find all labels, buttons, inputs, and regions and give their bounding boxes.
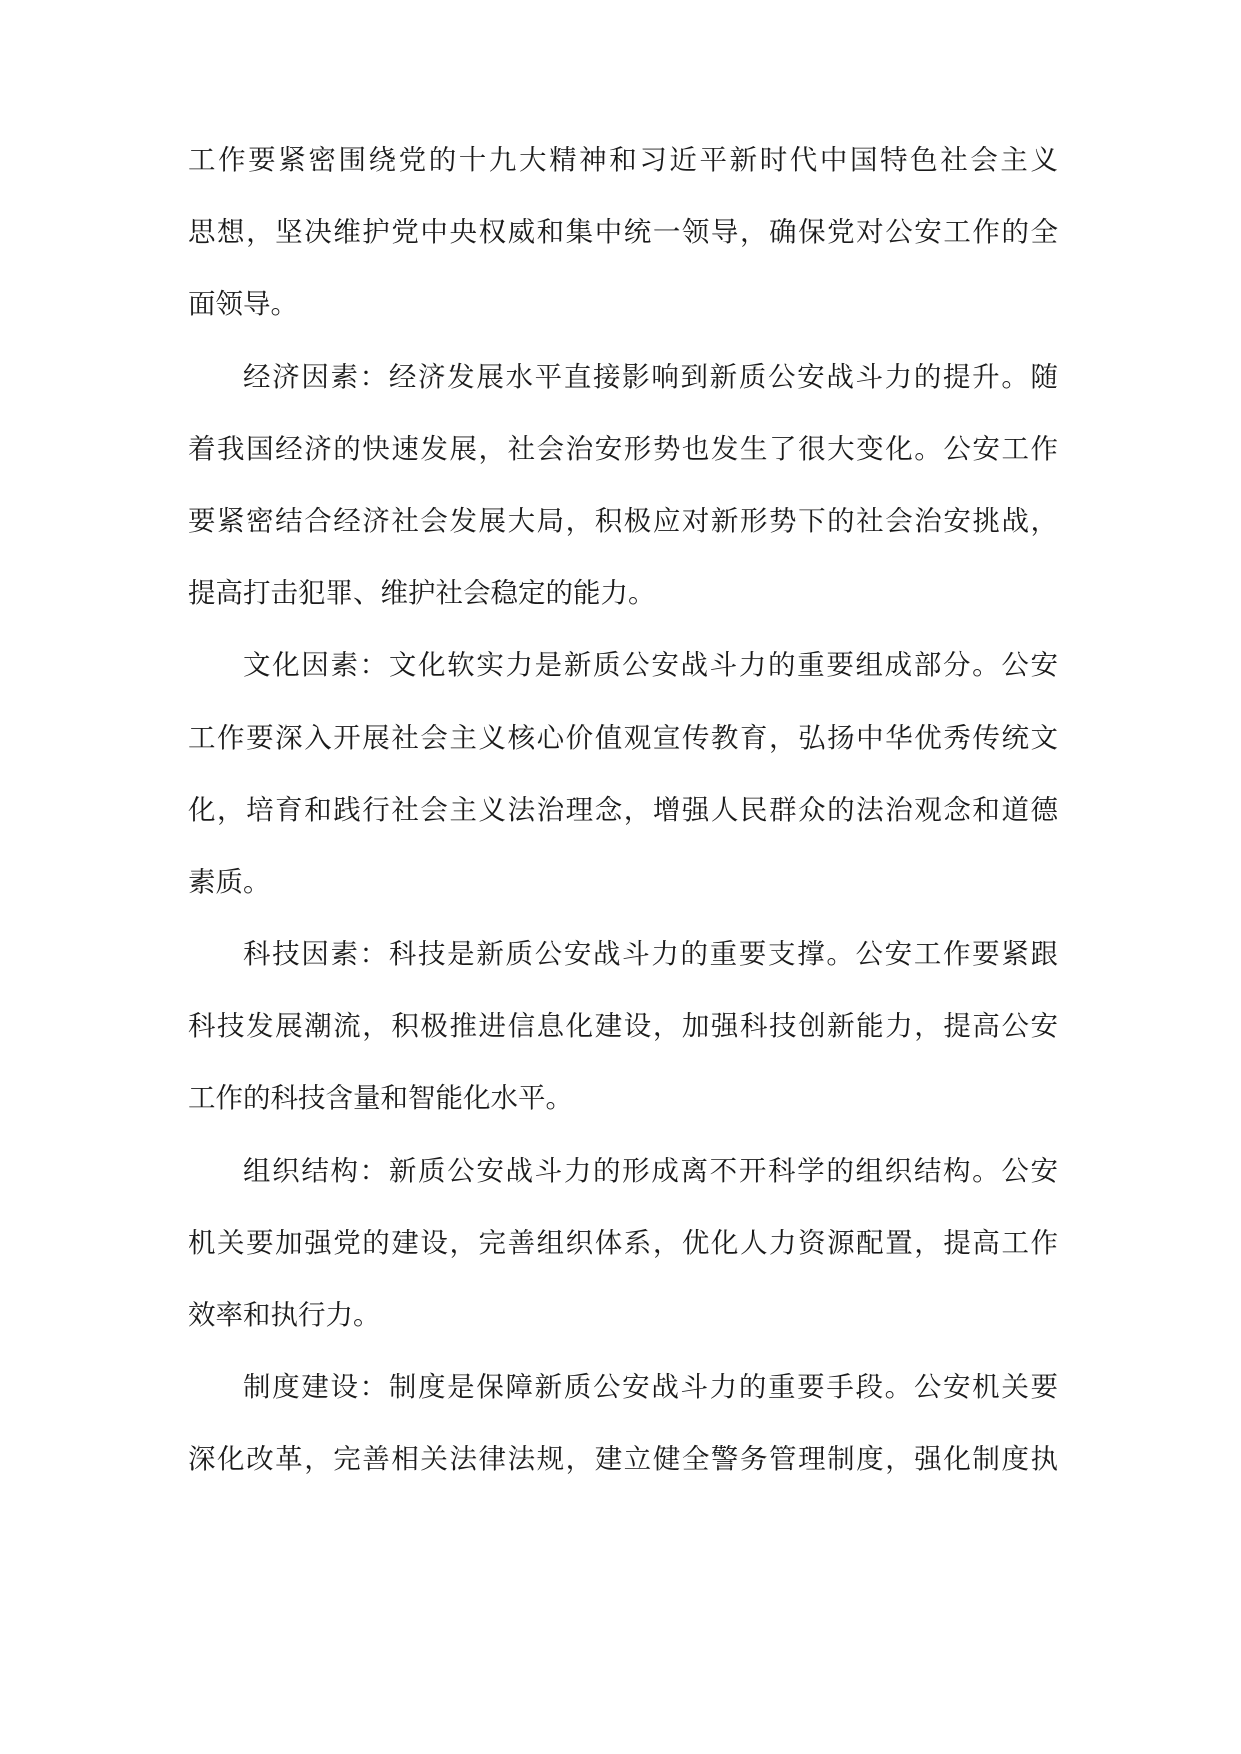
paragraph-start-line: 科技因素：科技是新质公安战斗力的重要支撑。公安工作要紧跟 <box>243 938 1058 971</box>
paragraph-start-line: 文化因素：文化软实力是新质公安战斗力的重要组成部分。公安 <box>243 649 1058 682</box>
text-line: 化，培育和践行社会主义法治理念，增强人民群众的法治观念和道德 <box>188 793 1058 826</box>
text-line: 素质。 <box>188 865 271 898</box>
paragraph-start-line: 组织结构：新质公安战斗力的形成离不开科学的组织结构。公安 <box>243 1154 1058 1187</box>
text-line: 机关要加强党的建设，完善组织体系，优化人力资源配置，提高工作 <box>188 1226 1058 1259</box>
paragraph-start-line: 经济因素：经济发展水平直接影响到新质公安战斗力的提升。随 <box>243 360 1058 393</box>
text-line: 工作要紧密围绕党的十九大精神和习近平新时代中国特色社会主义 <box>188 144 1058 176</box>
document-body <box>188 124 1058 1496</box>
text-line: 提高打击犯罪、维护社会稳定的能力。 <box>188 577 656 610</box>
text-line: 着我国经济的快速发展，社会治安形势也发生了很大变化。公安工作 <box>188 432 1058 465</box>
text-line: 思想，坚决维护党中央权威和集中统一领导，确保党对公安工作的全 <box>188 216 1058 249</box>
text-line: 面领导。 <box>188 288 298 321</box>
text-line: 深化改革，完善相关法律法规，建立健全警务管理制度，强化制度执 <box>188 1443 1058 1476</box>
text-line: 工作的科技含量和智能化水平。 <box>188 1082 573 1115</box>
text-line: 工作要深入开展社会主义核心价值观宣传教育，弘扬中华优秀传统文 <box>188 721 1058 754</box>
text-line: 要紧密结合经济社会发展大局，积极应对新形势下的社会治安挑战， <box>188 504 1058 537</box>
text-line: 效率和执行力。 <box>188 1299 381 1331</box>
paragraph-start-line: 制度建设：制度是保障新质公安战斗力的重要手段。公安机关要 <box>243 1371 1058 1404</box>
text-line: 科技发展潮流，积极推进信息化建设，加强科技创新能力，提高公安 <box>188 1010 1058 1043</box>
